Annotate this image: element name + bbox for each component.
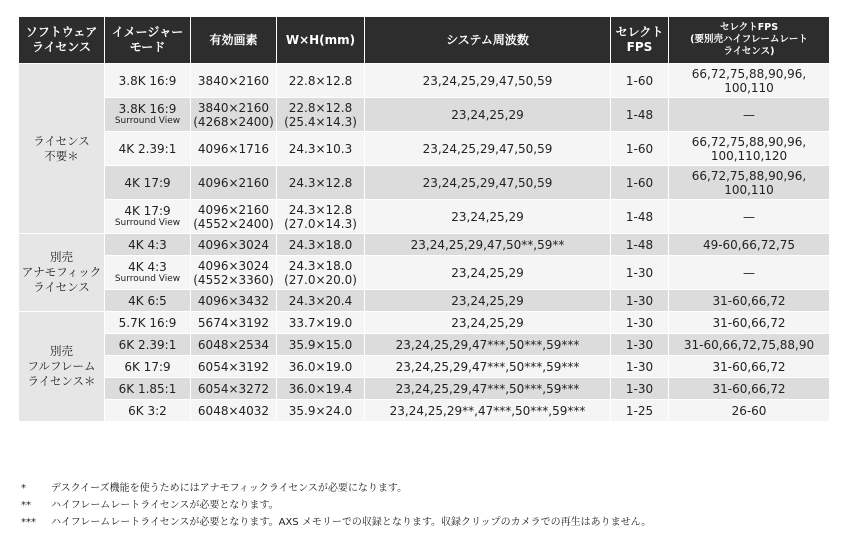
footnote bbox=[21, 514, 651, 531]
select-fps-hfr-cell: 31-60,66,72 bbox=[669, 289, 829, 311]
header-license: ソフトウェア ライセンス bbox=[19, 17, 105, 63]
effective-pixels-cell: 5674×3192 bbox=[191, 311, 277, 333]
imager-mode-cell: 4K 4:3 bbox=[105, 233, 191, 255]
select-fps-hfr-cell: 66,72,75,88,90,96, 100,110 bbox=[669, 165, 829, 199]
footnote bbox=[21, 480, 651, 497]
select-fps-cell: 1-25 bbox=[611, 399, 669, 421]
table-row bbox=[19, 63, 829, 97]
system-frequency-cell: 23,24,25,29,47***,50***,59*** bbox=[365, 333, 611, 355]
imager-mode-cell: 6K 17:9 bbox=[105, 355, 191, 377]
header-system-frequency: システム周波数 bbox=[365, 17, 611, 63]
wxh-cell: 35.9×15.0 bbox=[277, 333, 365, 355]
select-fps-cell: 1-30 bbox=[611, 355, 669, 377]
imager-mode-cell: 3.8K 16:9 bbox=[105, 63, 191, 97]
license-group-cell: 別売 フルフレーム ライセンス＊ bbox=[19, 311, 105, 421]
footnote bbox=[21, 497, 651, 514]
table-row bbox=[19, 255, 829, 289]
imager-mode-cell: 4K 2.39:1 bbox=[105, 131, 191, 165]
system-frequency-cell: 23,24,25,29,47,50,59 bbox=[365, 165, 611, 199]
select-fps-cell: 1-30 bbox=[611, 333, 669, 355]
select-fps-cell: 1-60 bbox=[611, 131, 669, 165]
footnote-text: デスクイーズ機能を使うためにはアナモフィックライセンスが必要になります。 bbox=[51, 483, 408, 494]
table-row bbox=[19, 233, 829, 255]
wxh-cell: 36.0×19.0 bbox=[277, 355, 365, 377]
header-select-fps-hfr: セレクトFPS (要別売ハイフレームレート ライセンス) bbox=[669, 17, 829, 63]
table-row bbox=[19, 131, 829, 165]
effective-pixels-cell: 4096×2160 (4552×2400) bbox=[191, 199, 277, 233]
system-frequency-cell: 23,24,25,29,47***,50***,59*** bbox=[365, 355, 611, 377]
table-row bbox=[19, 289, 829, 311]
effective-pixels-cell: 6054×3272 bbox=[191, 377, 277, 399]
header-effective-pixels: 有効画素 bbox=[191, 17, 277, 63]
table-row bbox=[19, 199, 829, 233]
license-group-cell: 別売 アナモフィック ライセンス bbox=[19, 233, 105, 311]
footnote-text: ハイフレームレートライセンスが必要となります。AXS メモリーでの収録となります。収録クリップのカメラでの再生はありません。 bbox=[51, 517, 652, 528]
imager-mode-cell: 4K 6:5 bbox=[105, 289, 191, 311]
system-frequency-cell: 23,24,25,29 bbox=[365, 289, 611, 311]
select-fps-hfr-cell: — bbox=[669, 255, 829, 289]
select-fps-cell: 1-30 bbox=[611, 255, 669, 289]
effective-pixels-cell: 4096×2160 bbox=[191, 165, 277, 199]
effective-pixels-cell: 4096×3024 bbox=[191, 233, 277, 255]
table-row bbox=[19, 311, 829, 333]
footnote-mark: ** bbox=[21, 500, 31, 511]
select-fps-cell: 1-60 bbox=[611, 165, 669, 199]
effective-pixels-cell: 6054×3192 bbox=[191, 355, 277, 377]
imager-mode-cell: 4K 17:9 bbox=[105, 165, 191, 199]
select-fps-hfr-cell: 49-60,66,72,75 bbox=[669, 233, 829, 255]
select-fps-hfr-cell: 31-60,66,72,75,88,90 bbox=[669, 333, 829, 355]
imager-mode-cell: 5.7K 16:9 bbox=[105, 311, 191, 333]
select-fps-hfr-cell: 26-60 bbox=[669, 399, 829, 421]
system-frequency-cell: 23,24,25,29 bbox=[365, 255, 611, 289]
wxh-cell: 35.9×24.0 bbox=[277, 399, 365, 421]
select-fps-cell: 1-30 bbox=[611, 377, 669, 399]
select-fps-hfr-cell: — bbox=[669, 97, 829, 131]
select-fps-hfr-cell: 31-60,66,72 bbox=[669, 311, 829, 333]
select-fps-cell: 1-30 bbox=[611, 289, 669, 311]
system-frequency-cell: 23,24,25,29,47,50,59 bbox=[365, 63, 611, 97]
footnote-mark: * bbox=[21, 483, 26, 494]
table-row bbox=[19, 355, 829, 377]
effective-pixels-cell: 4096×1716 bbox=[191, 131, 277, 165]
select-fps-hfr-cell: — bbox=[669, 199, 829, 233]
imager-mode-cell: 3.8K 16:9 Surround View bbox=[105, 97, 191, 131]
header-select-fps: セレクト FPS bbox=[611, 17, 669, 63]
select-fps-hfr-cell: 31-60,66,72 bbox=[669, 377, 829, 399]
table-row bbox=[19, 377, 829, 399]
imager-mode-cell: 6K 2.39:1 bbox=[105, 333, 191, 355]
header-imager-mode: イメージャー モード bbox=[105, 17, 191, 63]
table-row bbox=[19, 399, 829, 421]
select-fps-hfr-cell: 66,72,75,88,90,96, 100,110 bbox=[669, 63, 829, 97]
footnote-text: ハイフレームレートライセンスが必要となります。 bbox=[51, 500, 279, 511]
system-frequency-cell: 23,24,25,29**,47***,50***,59*** bbox=[365, 399, 611, 421]
system-frequency-cell: 23,24,25,29 bbox=[365, 97, 611, 131]
footnote-mark: *** bbox=[21, 517, 36, 528]
imager-mode-cell: 6K 3:2 bbox=[105, 399, 191, 421]
imager-mode-spec-table bbox=[19, 17, 829, 421]
wxh-cell: 36.0×19.4 bbox=[277, 377, 365, 399]
effective-pixels-cell: 6048×4032 bbox=[191, 399, 277, 421]
system-frequency-cell: 23,24,25,29,47***,50***,59*** bbox=[365, 377, 611, 399]
imager-mode-cell: 4K 4:3 Surround View bbox=[105, 255, 191, 289]
select-fps-hfr-cell: 31-60,66,72 bbox=[669, 355, 829, 377]
header-wxh: W×H(mm) bbox=[277, 17, 365, 63]
effective-pixels-cell: 3840×2160 bbox=[191, 63, 277, 97]
footnotes bbox=[21, 480, 651, 531]
effective-pixels-cell: 4096×3024 (4552×3360) bbox=[191, 255, 277, 289]
select-fps-hfr-cell: 66,72,75,88,90,96, 100,110,120 bbox=[669, 131, 829, 165]
system-frequency-cell: 23,24,25,29 bbox=[365, 311, 611, 333]
wxh-cell: 22.8×12.8 (25.4×14.3) bbox=[277, 97, 365, 131]
select-fps-cell: 1-48 bbox=[611, 233, 669, 255]
wxh-cell: 22.8×12.8 bbox=[277, 63, 365, 97]
imager-mode-cell: 6K 1.85:1 bbox=[105, 377, 191, 399]
select-fps-cell: 1-30 bbox=[611, 311, 669, 333]
table-row bbox=[19, 165, 829, 199]
wxh-cell: 33.7×19.0 bbox=[277, 311, 365, 333]
select-fps-cell: 1-48 bbox=[611, 199, 669, 233]
table-row bbox=[19, 97, 829, 131]
table-row bbox=[19, 333, 829, 355]
select-fps-cell: 1-60 bbox=[611, 63, 669, 97]
wxh-cell: 24.3×10.3 bbox=[277, 131, 365, 165]
select-fps-cell: 1-48 bbox=[611, 97, 669, 131]
license-group-cell: ライセンス 不要＊ bbox=[19, 63, 105, 233]
spec-table-container bbox=[19, 17, 829, 421]
header-row bbox=[19, 17, 829, 63]
wxh-cell: 24.3×18.0 (27.0×20.0) bbox=[277, 255, 365, 289]
wxh-cell: 24.3×18.0 bbox=[277, 233, 365, 255]
system-frequency-cell: 23,24,25,29,47,50,59 bbox=[365, 131, 611, 165]
wxh-cell: 24.3×12.8 bbox=[277, 165, 365, 199]
effective-pixels-cell: 4096×3432 bbox=[191, 289, 277, 311]
effective-pixels-cell: 6048×2534 bbox=[191, 333, 277, 355]
wxh-cell: 24.3×12.8 (27.0×14.3) bbox=[277, 199, 365, 233]
system-frequency-cell: 23,24,25,29,47,50**,59** bbox=[365, 233, 611, 255]
system-frequency-cell: 23,24,25,29 bbox=[365, 199, 611, 233]
imager-mode-cell: 4K 17:9 Surround View bbox=[105, 199, 191, 233]
wxh-cell: 24.3×20.4 bbox=[277, 289, 365, 311]
effective-pixels-cell: 3840×2160 (4268×2400) bbox=[191, 97, 277, 131]
